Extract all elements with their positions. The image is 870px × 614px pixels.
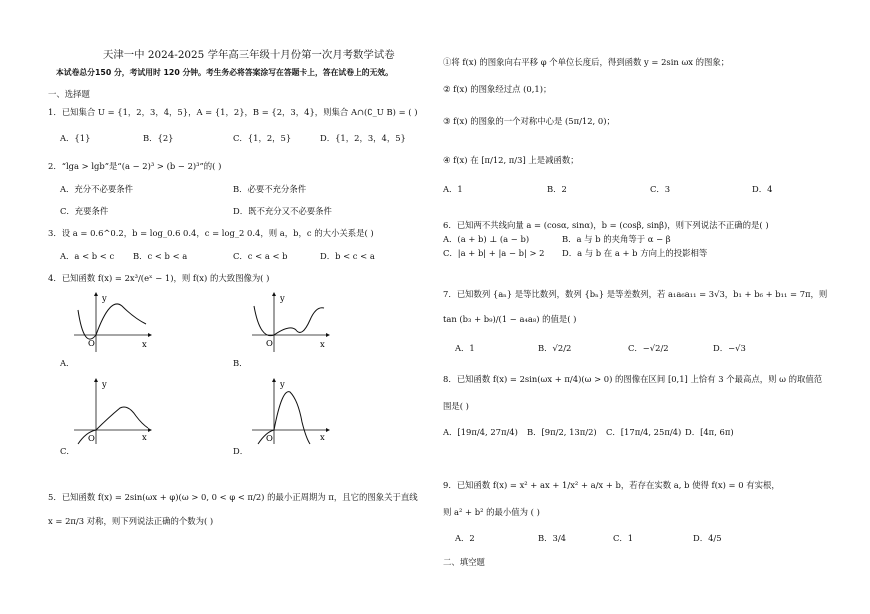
curve [78,304,146,339]
q4-graph-d [250,378,330,446]
q7-option-b: B．√2/2 [538,343,572,353]
x-label: x [320,432,325,442]
q5-option-d: D．4 [752,184,773,194]
y-label: y [280,379,285,389]
q2-option-b: B．必要不充分条件 [233,184,307,194]
q5-statement-3: ③ f(x) 的图象的一个对称中心是 (5π/12, 0)； [443,116,615,126]
q4-graph-b [250,292,330,354]
q6-option-b: B．a 与 b 的夹角等于 α − β [562,234,671,244]
x-axis-arrow [326,428,330,432]
x-axis-arrow [148,428,152,432]
q6-option-a: A．(a + b) ⊥ (a − b) [443,234,530,244]
q7-option-a: A．1 [455,343,475,353]
y-axis-arrow [272,378,276,382]
q5-option-b: B．2 [547,184,567,194]
y-axis-arrow [94,292,98,296]
q5-statement-1: ①将 f(x) 的图象向右平移 φ 个单位长度后，得到函数 y = 2sin ωx 的图象； [443,57,730,67]
x-axis-arrow [148,333,152,337]
q5-statement-4: ④ f(x) 在 [π/12, π/3] 上是减函数； [443,155,579,165]
q9-line2: 则 a² + b² 的最小值为 ( ) [443,507,540,517]
q4-graph-a [72,292,152,354]
q7-line1: 7．已知数列 {aₙ} 是等比数列，数列 {bₙ} 是等差数列，若 a₁a₆a₁₁ = 3√3，b₁ + b₆ + b₁₁ = 7π，则 [443,289,828,299]
x-label: x [142,432,147,442]
q3-option-c: C．c < a < b [233,251,288,261]
x-axis-arrow [326,333,330,337]
y-axis-arrow [94,378,98,382]
q4-stem: 4．已知函数 f(x) = 2x³/(eˣ − 1)，则 f(x) 的大致图像为( ) [48,273,270,283]
q9-option-b: B．3/4 [538,533,567,543]
q3-option-d: D．b < c < a [320,251,375,261]
q9-line1: 9．已知函数 f(x) = x² + ax + 1/x² + a/x + b，若存在实数 a, b 使得 f(x) = 0 有实根， [443,480,780,490]
q8-option-b: B．[9π/2, 13π/2) [527,427,597,437]
q6-stem: 6．已知两不共线向量 a = (cosα, sinα)，b = (cosβ, sinβ)，则下列说法不正确的是( ) [443,220,769,230]
q8-option-a: A．[19π/4, 27π/4) [443,427,518,437]
q2-stem: 2．“lga > lgb”是“(a − 2)³ > (b − 2)³”的( ) [48,161,222,171]
x-label: x [320,339,325,349]
origin-label: O [88,433,95,443]
exam-note: 本试卷总分150 分，考试用时 120 分钟。考生务必将答案涂写在答题卡上，答在试卷上的无效。 [56,68,393,77]
q4-label-c: C． [60,446,75,456]
q8-line2: 围是( ) [443,401,469,411]
q7-option-d: D．−√3 [713,343,746,353]
q9-option-c: C．1 [613,533,634,543]
q8-option-d: D．[4π, 6π) [685,427,734,437]
section-two-heading: 二、填空题 [443,557,485,567]
y-label: y [280,293,285,303]
q2-option-d: D．既不充分又不必要条件 [233,206,332,216]
q7-line2: tan (b₃ + b₉)/(1 − a₄a₈) 的值是( ) [443,314,577,324]
y-axis-arrow [272,292,276,296]
q5-option-a: A．1 [443,184,463,194]
origin-label: O [266,433,273,443]
origin-label: O [88,338,95,348]
q6-option-c: C．|a + b| + |a − b| > 2 [443,248,545,258]
origin-label: O [266,338,273,348]
q3-stem: 3．设 a = 0.6^0.2，b = log_0.6 0.4，c = log_2 0.4，则 a，b，c 的大小关系是( ) [48,228,374,238]
q2-option-a: A．充分不必要条件 [60,184,134,194]
q1-option-b: B．{2} [143,133,174,143]
q7-option-c: C．−√2/2 [628,343,669,353]
q5-line1: 5．已知函数 f(x) = 2sin(ωx + φ)(ω > 0, 0 < φ < π/2) 的最小正周期为 π，且它的图象关于直线 [48,492,418,502]
q1-option-c: C．{1，2，5} [233,133,292,143]
q1-option-a: A．{1} [60,133,91,143]
q1-option-d: D．{1，2，3，4，5} [320,133,406,143]
q3-option-a: A．a < b < c [60,251,115,261]
q9-option-a: A．2 [455,533,475,543]
q5-statement-2: ② f(x) 的图象经过点 (0,1)； [443,84,552,94]
x-label: x [142,339,147,349]
q5-option-c: C．3 [650,184,671,194]
q4-graph-c [72,378,152,446]
q4-label-b: B． [233,358,248,368]
exam-title: 天津一中 2024-2025 学年高三年级十月份第一次月考数学试卷 [103,49,395,61]
q4-label-d: D． [233,446,249,456]
q5-line2: x = 2π/3 对称，则下列说法正确的个数为( ) [48,516,214,526]
section-one-heading: 一、选择题 [48,89,90,99]
q1-stem: 1．已知集合 U = {1，2，3，4，5}，A = {1，2}，B = {2，3，4}，则集合 A∩(∁_U B) = ( ) [48,107,418,117]
y-label: y [102,293,107,303]
q8-line1: 8．已知函数 f(x) = 2sin(ωx + π/4)(ω > 0) 的图像在区间 [0,1] 上恰有 3 个最高点，则 ω 的取值范 [443,374,823,384]
y-label: y [102,379,107,389]
q2-option-c: C．充要条件 [60,206,109,216]
curve [254,306,324,336]
q3-option-b: B．c < b < a [133,251,188,261]
q4-label-a: A． [60,358,75,368]
q9-option-d: D．4/5 [693,533,722,543]
q8-option-c: C．[17π/4, 25π/4) [606,427,682,437]
q6-option-d: D．a 与 b 在 a + b 方向上的投影相等 [562,248,708,258]
